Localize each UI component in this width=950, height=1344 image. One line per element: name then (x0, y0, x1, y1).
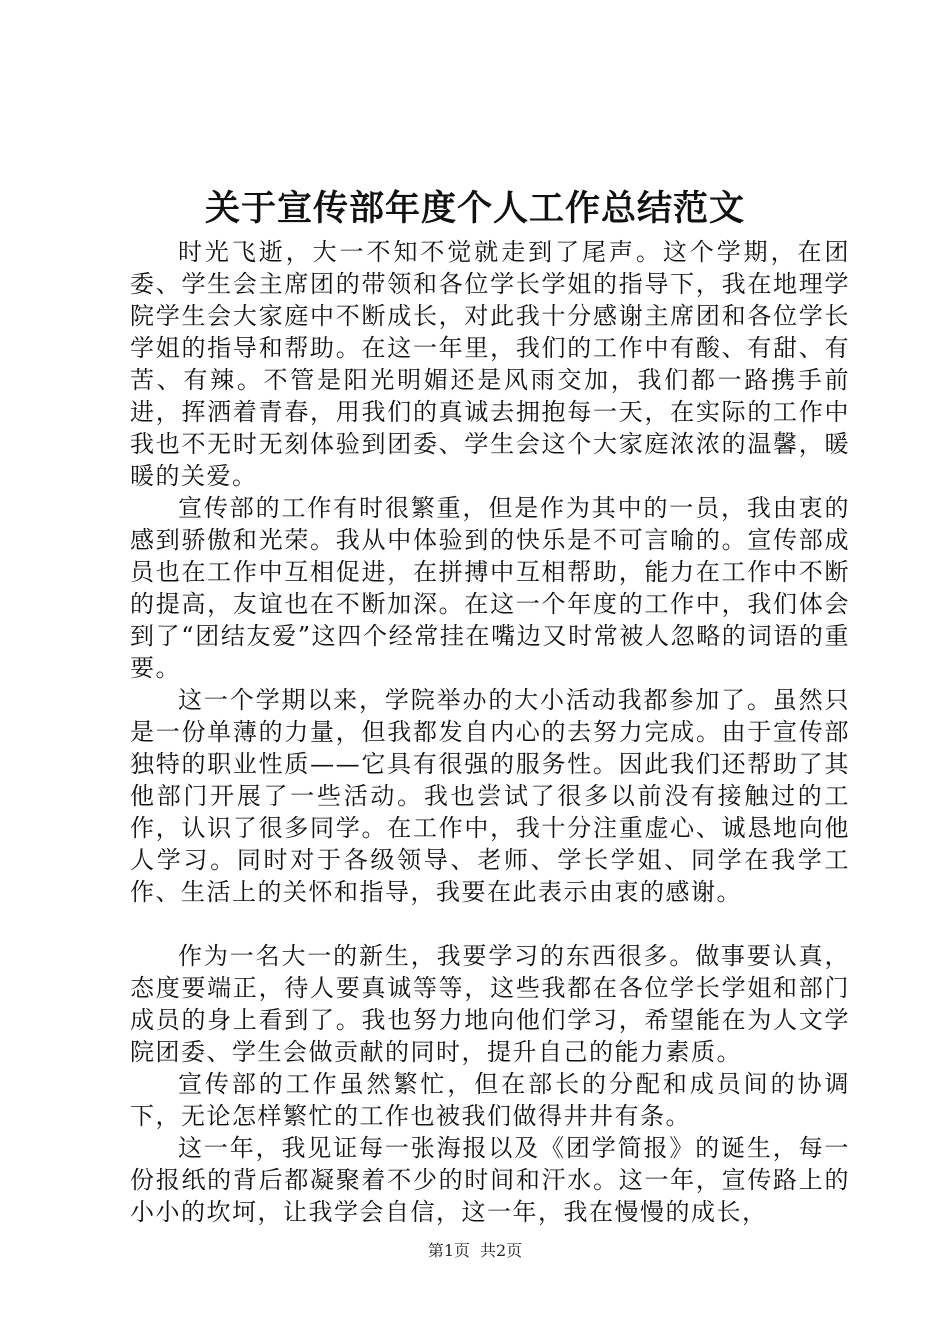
paragraph-3: 这一个学期以来，学院举办的大小活动我都参加了。虽然只是一份单薄的力量，但我都发自内心的去努力完成。由于宣传部独特的职业性质——它具有很强的服务性。因此我们还帮助了其他部门开展了一些活动。我也尝试了很多以前没有接触过的工作，认识了很多同学。在工作中，我十分注重虚心、诚恳地向他人学习。同时对于各级领导、老师、学长学姐、同学在我学工作、生活上的关怀和指导，我要在此表示由衷的感谢。 (130, 686, 850, 906)
paragraph-1: 时光飞逝，大一不知不觉就走到了尾声。这个学期，在团委、学生会主席团的带领和各位学长学姐的指导下，我在地理学院学生会大家庭中不断成长，对此我十分感谢主席团和各位学长学姐的指导和帮助。在这一年里，我们的工作中有酸、有甜、有苦、有辣。不管是阳光明媚还是风雨交加，我们都一路携手前进，挥洒着青春，用我们的真诚去拥抱每一天，在实际的工作中我也不无时无刻体验到团委、学生会这个大家庭浓浓的温馨，暖暖的关爱。 (130, 238, 850, 490)
paragraph-2: 宣传部的工作有时很繁重，但是作为其中的一员，我由衷的感到骄傲和光荣。我从中体验到的快乐是不可言喻的。宣传部成员也在工作中互相促进，在拼搏中互相帮助，能力在工作中不断的提高，友谊也在不断加深。在这一个年度的工作中，我们体会到了“团结友爱”这四个经常挂在嘴边又时常被人忽略的词语的重要。 (130, 494, 850, 682)
paragraph-4: 作为一名大一的新生，我要学习的东西很多。做事要认真，态度要端正，待人要真诚等等，这些我都在各位学长学姐和部门成员的身上看到了。我也努力地向他们学习，希望能在为人文学院团委、学生会做贡献的同时，提升自己的能力素质。 (130, 942, 850, 1066)
page-footer (0, 1240, 950, 1262)
document-body (130, 236, 850, 1228)
document-title: 关于宣传部年度个人工作总结范文 (204, 188, 745, 229)
page-total: 共2页 (480, 1241, 523, 1260)
page-number: 第1页 (427, 1241, 470, 1260)
paragraph-gap (130, 908, 850, 940)
paragraph-6: 这一年，我见证每一张海报以及《团学简报》的诞生，每一份报纸的背后都凝聚着不少的时间和汗水。这一年，宣传路上的小小的坎坷，让我学会自信，这一年，我在慢慢的成长， (130, 1134, 850, 1226)
paragraph-5: 宣传部的工作虽然繁忙，但在部长的分配和成员间的协调下，无论怎样繁忙的工作也被我们做得井井有条。 (130, 1070, 850, 1130)
